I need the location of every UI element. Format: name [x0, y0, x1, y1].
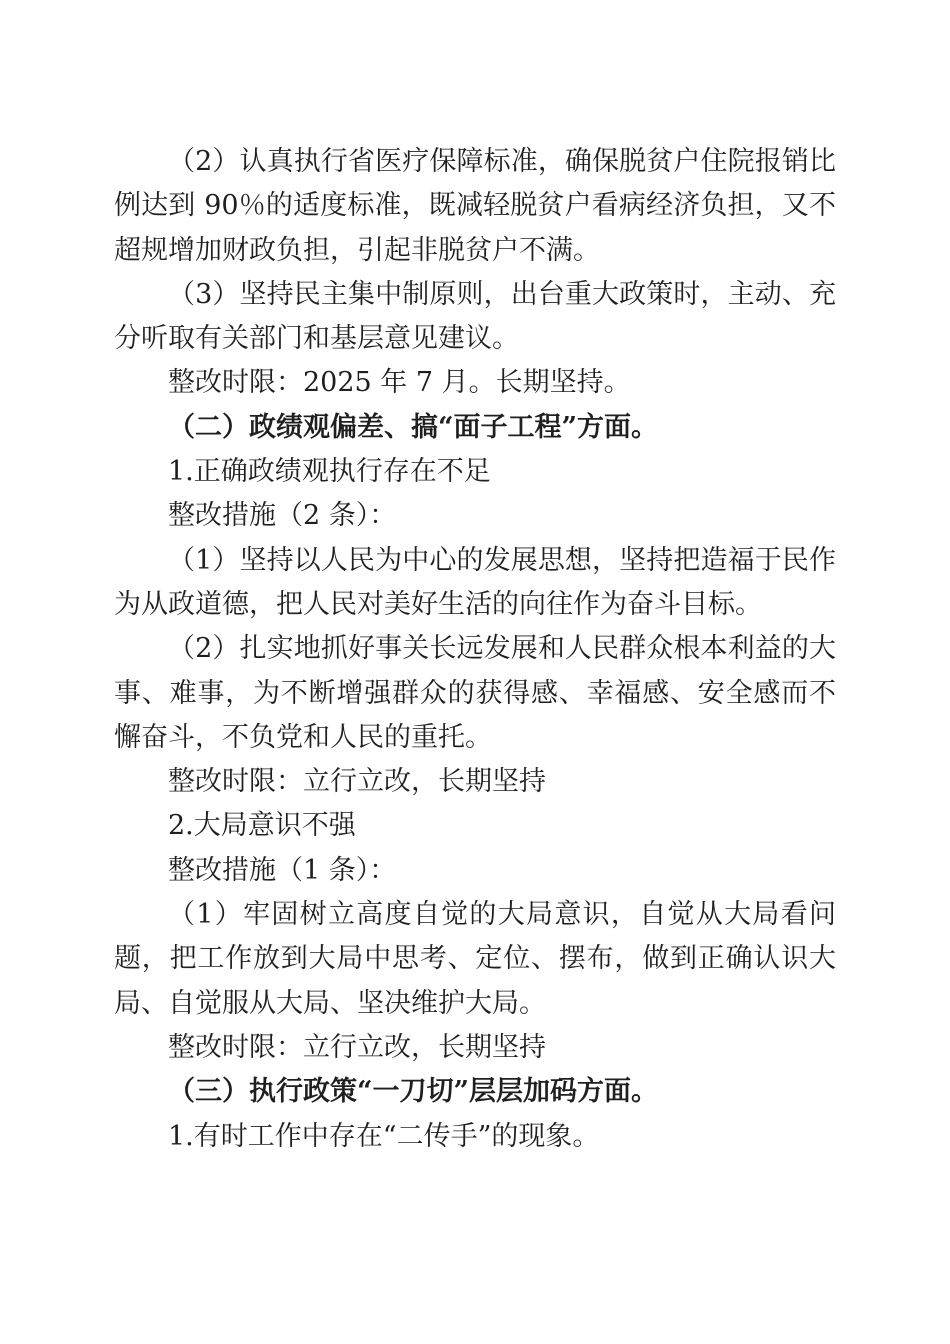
- paragraph: 整改时限：立行立改，长期坚持: [168, 1031, 546, 1063]
- paragraph: （1）坚持以人民为中心的发展思想，坚持把造福于民作为从政道德，把人民对美好生活的向往作为奋斗目标。: [114, 544, 836, 620]
- paragraph: （2）扎实地抓好事关长远发展和人民群众根本利益的大事、难事，为不断增强群众的获得感、幸福感、安全感而不懈奋斗，不负党和人民的重托。: [114, 633, 836, 753]
- paragraph: 整改措施（1 条）：: [168, 854, 397, 886]
- paragraph: 2.大局意识不强: [168, 810, 356, 842]
- paragraph: 整改措施（2 条）：: [168, 500, 397, 532]
- paragraph: 整改时限：立行立改，长期坚持: [168, 766, 546, 798]
- section-heading: （三）执行政策“一刀切”层层加码方面。: [168, 1076, 659, 1108]
- paragraph: 1.正确政绩观执行存在不足: [168, 456, 491, 488]
- paragraph: （3）坚持民主集中制原则，出台重大政策时，主动、充分听取有关部门和基层意见建议。: [114, 278, 836, 355]
- paragraph: 整改时限：2025 年 7 月。长期坚持。: [168, 367, 631, 399]
- paragraph: （2）认真执行省医疗保障标准，确保脱贫户住院报销比例达到 90％的适度标准，既减轻脱贫户看病经济负担，又不超规增加财政负担，引起非脱贫户不满。: [114, 146, 836, 266]
- section-heading: （二）政绩观偏差、搞“面子工程”方面。: [168, 411, 659, 443]
- document-body: [114, 140, 836, 1159]
- paragraph: 1.有时工作中存在“二传手”的现象。: [168, 1120, 600, 1152]
- paragraph: （1）牢固树立高度自觉的大局意识，自觉从大局看问题，把工作放到大局中思考、定位、摆布，做到正确认识大局、自觉服从大局、坚决维护大局。: [114, 899, 836, 1019]
